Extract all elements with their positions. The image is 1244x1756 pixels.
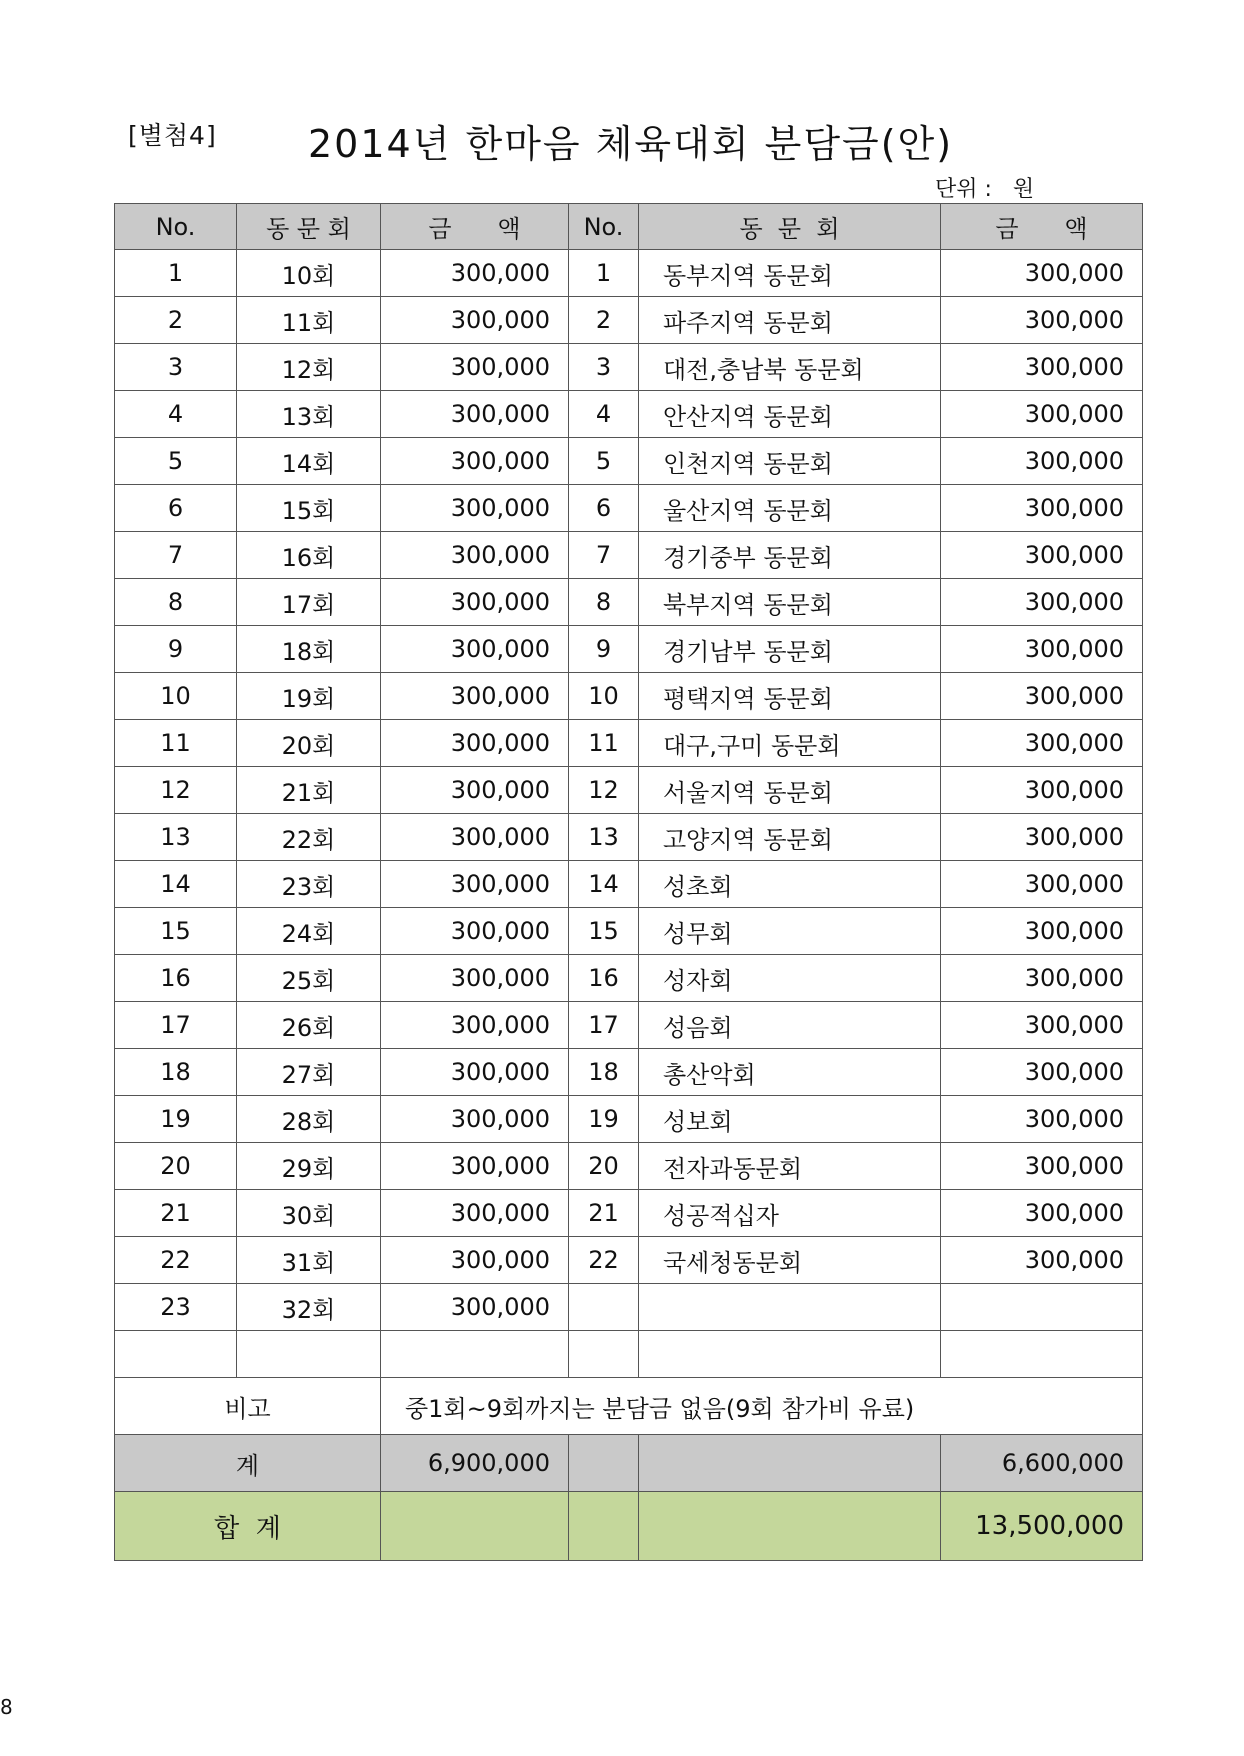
subtotal-left-amount: 6,900,000: [381, 1435, 569, 1492]
cell-amount-left: 300,000: [381, 297, 569, 344]
cell-amount-left: 300,000: [381, 861, 569, 908]
cell-amount-right: 300,000: [941, 579, 1143, 626]
subtotal-empty-no: [569, 1435, 639, 1492]
cell-no-left: 7: [115, 532, 237, 579]
header-amount-right: 금 액: [941, 204, 1143, 250]
cell-no-left: 20: [115, 1143, 237, 1190]
cell-no-left: 8: [115, 579, 237, 626]
grand-total-empty-2: [569, 1492, 639, 1561]
table-row: [115, 297, 1143, 344]
cell-group-left: 31회: [237, 1237, 381, 1284]
cell-group-right: 경기중부 동문회: [639, 532, 941, 579]
cell-no-left: 2: [115, 297, 237, 344]
cell-amount-left: 300,000: [381, 673, 569, 720]
cell-group-right: 성공적십자: [639, 1190, 941, 1237]
cell-no-right: 15: [569, 908, 639, 955]
table-row: [115, 1002, 1143, 1049]
table-row: [115, 814, 1143, 861]
cell-no-left: 3: [115, 344, 237, 391]
cell-amount-right: 300,000: [941, 1096, 1143, 1143]
cell-no-left: 15: [115, 908, 237, 955]
table-row: [115, 485, 1143, 532]
cell-group-left: 20회: [237, 720, 381, 767]
table-row: [115, 861, 1143, 908]
cell-amount-right: 300,000: [941, 1049, 1143, 1096]
cell-group-right: 울산지역 동문회: [639, 485, 941, 532]
cell-no-left: 5: [115, 438, 237, 485]
cell-group-right: 대전,충남북 동문회: [639, 344, 941, 391]
table-header-row: [115, 204, 1143, 250]
note-label: 비고: [115, 1378, 381, 1435]
grand-total-empty-3: [639, 1492, 941, 1561]
cell-amount-right: 300,000: [941, 438, 1143, 485]
cell-amount-left: 300,000: [381, 532, 569, 579]
table-row: [115, 955, 1143, 1002]
cell-no-right: 18: [569, 1049, 639, 1096]
cell-amount-left: 300,000: [381, 391, 569, 438]
header-no-right: No.: [569, 204, 639, 250]
table-row: [115, 1143, 1143, 1190]
cell-amount-right: 300,000: [941, 861, 1143, 908]
cell-group-right: 북부지역 동문회: [639, 579, 941, 626]
cell-amount-right: 300,000: [941, 297, 1143, 344]
cell-no-right: 4: [569, 391, 639, 438]
cell-no-right: 12: [569, 767, 639, 814]
subtotal-empty-group: [639, 1435, 941, 1492]
cell-group-right: 성초회: [639, 861, 941, 908]
table-row: [115, 250, 1143, 297]
subtotal-right-amount: 6,600,000: [941, 1435, 1143, 1492]
cell-amount-right: [941, 1284, 1143, 1331]
cell-amount-left: [381, 1331, 569, 1378]
cell-amount-right: 300,000: [941, 814, 1143, 861]
cell-group-right: [639, 1331, 941, 1378]
cell-group-right: 총산악회: [639, 1049, 941, 1096]
table-row: [115, 767, 1143, 814]
table-row: [115, 579, 1143, 626]
cell-amount-left: 300,000: [381, 626, 569, 673]
cell-amount-left: 300,000: [381, 1096, 569, 1143]
cell-group-right: 동부지역 동문회: [639, 250, 941, 297]
cell-amount-right: 300,000: [941, 908, 1143, 955]
header-amount-left: 금 액: [381, 204, 569, 250]
cell-no-right: 1: [569, 250, 639, 297]
table-row: [115, 532, 1143, 579]
header-group-right: 동 문 회: [639, 204, 941, 250]
cell-amount-left: 300,000: [381, 908, 569, 955]
cell-no-left: 4: [115, 391, 237, 438]
cell-amount-left: 300,000: [381, 1049, 569, 1096]
cell-no-left: 17: [115, 1002, 237, 1049]
cell-group-left: 12회: [237, 344, 381, 391]
table-row: [115, 1096, 1143, 1143]
cell-no-right: 14: [569, 861, 639, 908]
cell-group-left: 14회: [237, 438, 381, 485]
cell-no-right: 10: [569, 673, 639, 720]
table-row: [115, 391, 1143, 438]
cell-group-left: 13회: [237, 391, 381, 438]
cell-group-right: 국세청동문회: [639, 1237, 941, 1284]
cell-no-left: 12: [115, 767, 237, 814]
grand-total-row: [115, 1492, 1143, 1561]
cell-amount-left: 300,000: [381, 814, 569, 861]
table-row: [115, 344, 1143, 391]
table-row: [115, 908, 1143, 955]
cell-amount-left: 300,000: [381, 579, 569, 626]
page-number: 8: [0, 1695, 13, 1719]
cell-amount-left: 300,000: [381, 1284, 569, 1331]
cell-group-right: 전자과동문회: [639, 1143, 941, 1190]
unit-label: 단위 : 원: [935, 177, 1035, 202]
table-row: [115, 720, 1143, 767]
cell-amount-right: 300,000: [941, 767, 1143, 814]
cell-no-right: 7: [569, 532, 639, 579]
cell-no-left: 14: [115, 861, 237, 908]
table-row: [115, 1190, 1143, 1237]
cell-amount-right: 300,000: [941, 1002, 1143, 1049]
cell-group-right: 성자회: [639, 955, 941, 1002]
cell-amount-left: 300,000: [381, 955, 569, 1002]
grand-total-empty-1: [381, 1492, 569, 1561]
cell-amount-right: 300,000: [941, 532, 1143, 579]
cell-amount-left: 300,000: [381, 344, 569, 391]
cell-no-left: 19: [115, 1096, 237, 1143]
cell-no-right: 11: [569, 720, 639, 767]
cell-amount-right: 300,000: [941, 720, 1143, 767]
cell-group-left: 30회: [237, 1190, 381, 1237]
cell-no-left: 9: [115, 626, 237, 673]
cell-group-left: 10회: [237, 250, 381, 297]
cell-no-left: 13: [115, 814, 237, 861]
cell-no-right: 6: [569, 485, 639, 532]
cell-group-right: 고양지역 동문회: [639, 814, 941, 861]
cell-group-right: 파주지역 동문회: [639, 297, 941, 344]
table-row: [115, 1049, 1143, 1096]
cell-no-right: 16: [569, 955, 639, 1002]
cell-amount-left: 300,000: [381, 1002, 569, 1049]
cell-group-left: 15회: [237, 485, 381, 532]
note-row: [115, 1378, 1143, 1435]
cell-group-right: 성무회: [639, 908, 941, 955]
cell-no-left: 16: [115, 955, 237, 1002]
attachment-label: [별첨4]: [128, 121, 217, 150]
cell-group-right: [639, 1284, 941, 1331]
table-row: [115, 438, 1143, 485]
grand-total-amount: 13,500,000: [941, 1492, 1143, 1561]
cell-amount-left: 300,000: [381, 438, 569, 485]
cell-group-right: 안산지역 동문회: [639, 391, 941, 438]
cell-group-left: 18회: [237, 626, 381, 673]
cell-no-right: 19: [569, 1096, 639, 1143]
table-row: [115, 626, 1143, 673]
cell-amount-right: 300,000: [941, 485, 1143, 532]
cell-group-right: 서울지역 동문회: [639, 767, 941, 814]
cell-amount-right: 300,000: [941, 391, 1143, 438]
cell-no-right: [569, 1284, 639, 1331]
cell-amount-left: 300,000: [381, 1190, 569, 1237]
cell-no-left: 23: [115, 1284, 237, 1331]
header-group-left: 동 문 회: [237, 204, 381, 250]
cell-group-right: 경기남부 동문회: [639, 626, 941, 673]
cell-no-right: 3: [569, 344, 639, 391]
cell-group-right: 평택지역 동문회: [639, 673, 941, 720]
cell-group-left: 32회: [237, 1284, 381, 1331]
cell-amount-left: 300,000: [381, 485, 569, 532]
grand-total-label: 합 계: [115, 1492, 381, 1561]
allocation-table: [114, 203, 1143, 1561]
cell-amount-right: 300,000: [941, 1143, 1143, 1190]
cell-group-left: 27회: [237, 1049, 381, 1096]
cell-amount-left: 300,000: [381, 767, 569, 814]
cell-group-left: 21회: [237, 767, 381, 814]
cell-group-left: 23회: [237, 861, 381, 908]
cell-group-left: 29회: [237, 1143, 381, 1190]
cell-amount-right: [941, 1331, 1143, 1378]
cell-amount-right: 300,000: [941, 344, 1143, 391]
cell-no-right: [569, 1331, 639, 1378]
cell-amount-left: 300,000: [381, 250, 569, 297]
cell-amount-right: 300,000: [941, 250, 1143, 297]
cell-group-left: 19회: [237, 673, 381, 720]
cell-group-left: 26회: [237, 1002, 381, 1049]
cell-amount-right: 300,000: [941, 1190, 1143, 1237]
header-no-left: No.: [115, 204, 237, 250]
cell-no-left: 1: [115, 250, 237, 297]
cell-no-right: 22: [569, 1237, 639, 1284]
cell-group-left: 11회: [237, 297, 381, 344]
cell-no-right: 17: [569, 1002, 639, 1049]
cell-no-right: 8: [569, 579, 639, 626]
cell-no-right: 9: [569, 626, 639, 673]
cell-no-right: 2: [569, 297, 639, 344]
cell-no-left: [115, 1331, 237, 1378]
table-row: [115, 1237, 1143, 1284]
cell-no-left: 18: [115, 1049, 237, 1096]
cell-group-right: 성음회: [639, 1002, 941, 1049]
table-row: [115, 1331, 1143, 1378]
cell-group-left: 28회: [237, 1096, 381, 1143]
cell-amount-right: 300,000: [941, 626, 1143, 673]
cell-no-left: 11: [115, 720, 237, 767]
cell-no-left: 6: [115, 485, 237, 532]
cell-group-left: 22회: [237, 814, 381, 861]
table-row: [115, 673, 1143, 720]
cell-group-left: [237, 1331, 381, 1378]
document-title: 2014년 한마음 체육대회 분담금(안): [308, 122, 954, 166]
cell-no-right: 5: [569, 438, 639, 485]
cell-no-left: 21: [115, 1190, 237, 1237]
cell-group-right: 성보회: [639, 1096, 941, 1143]
subtotal-label: 계: [115, 1435, 381, 1492]
cell-no-right: 21: [569, 1190, 639, 1237]
cell-no-right: 13: [569, 814, 639, 861]
cell-group-right: 인천지역 동문회: [639, 438, 941, 485]
cell-amount-left: 300,000: [381, 1143, 569, 1190]
cell-amount-right: 300,000: [941, 955, 1143, 1002]
cell-amount-left: 300,000: [381, 1237, 569, 1284]
cell-group-right: 대구,구미 동문회: [639, 720, 941, 767]
cell-no-left: 10: [115, 673, 237, 720]
cell-group-left: 25회: [237, 955, 381, 1002]
note-text: 중1회~9회까지는 분담금 없음(9회 참가비 유료): [381, 1378, 1143, 1435]
cell-group-left: 16회: [237, 532, 381, 579]
subtotal-row: [115, 1435, 1143, 1492]
cell-no-right: 20: [569, 1143, 639, 1190]
cell-amount-right: 300,000: [941, 1237, 1143, 1284]
cell-amount-left: 300,000: [381, 720, 569, 767]
cell-group-left: 17회: [237, 579, 381, 626]
cell-group-left: 24회: [237, 908, 381, 955]
cell-amount-right: 300,000: [941, 673, 1143, 720]
table-row: [115, 1284, 1143, 1331]
cell-no-left: 22: [115, 1237, 237, 1284]
